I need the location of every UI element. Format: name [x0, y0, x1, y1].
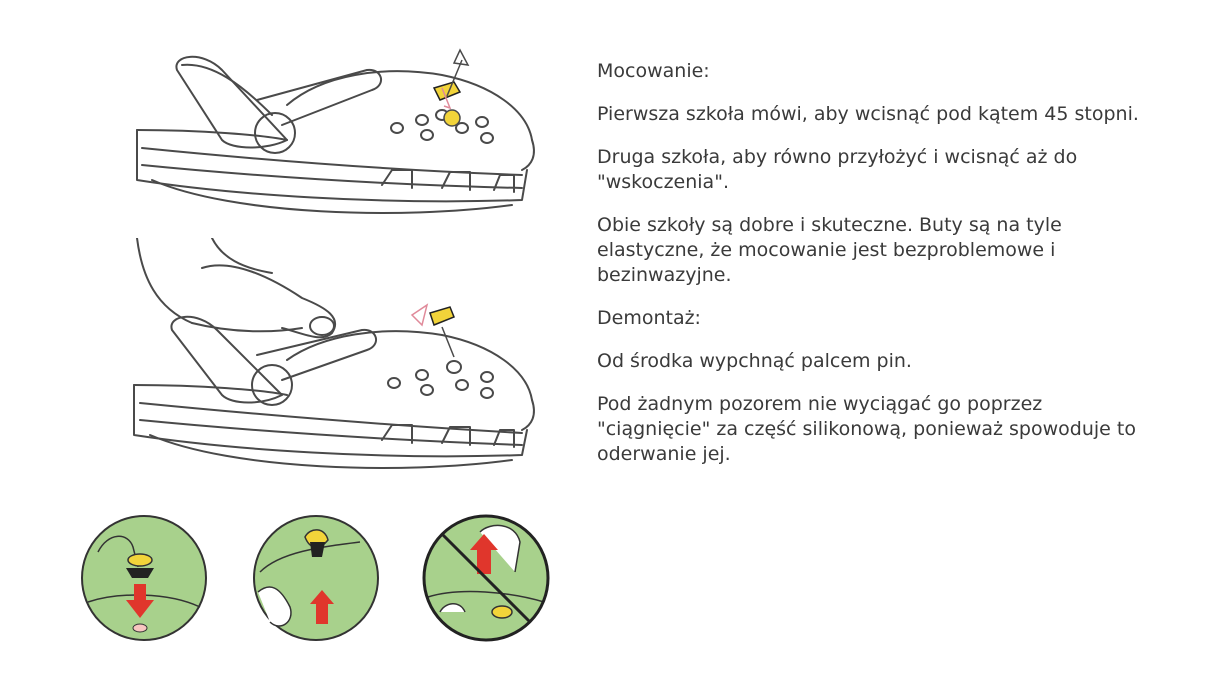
paragraph-second-school: Druga szkoła, aby równo przyłożyć i wcisnąć aż do "wskoczenia".	[597, 146, 1078, 193]
illustrations	[42, 0, 582, 692]
paragraph-both-schools: Obie szkoły są dobre i skuteczne. Buty są na tyle elastyczne, że mocowanie jest bezproblemowe i bezinwazyjne.	[597, 214, 1062, 286]
heading-removal: Demontaż:	[597, 307, 701, 329]
step-circle-push-down	[78, 512, 210, 644]
step-circle-push-up	[250, 512, 382, 644]
heading-mount: Mocowanie:	[597, 60, 710, 82]
clog-illustration-bottom	[82, 285, 552, 475]
instructions-text	[597, 59, 1142, 467]
paragraph-push-out: Od środka wypchnąć palcem pin.	[597, 350, 912, 372]
step-circle-forbidden-pull	[420, 512, 552, 644]
paragraph-warning: Pod żadnym pozorem nie wyciągać go poprzez "ciągnięcie" za część silikonową, ponieważ spowoduje to oderwanie jej.	[597, 393, 1136, 465]
paragraph-first-school: Pierwsza szkoła mówi, aby wcisnąć pod kątem 45 stopni.	[597, 103, 1139, 125]
clog-illustration-top	[82, 30, 552, 220]
